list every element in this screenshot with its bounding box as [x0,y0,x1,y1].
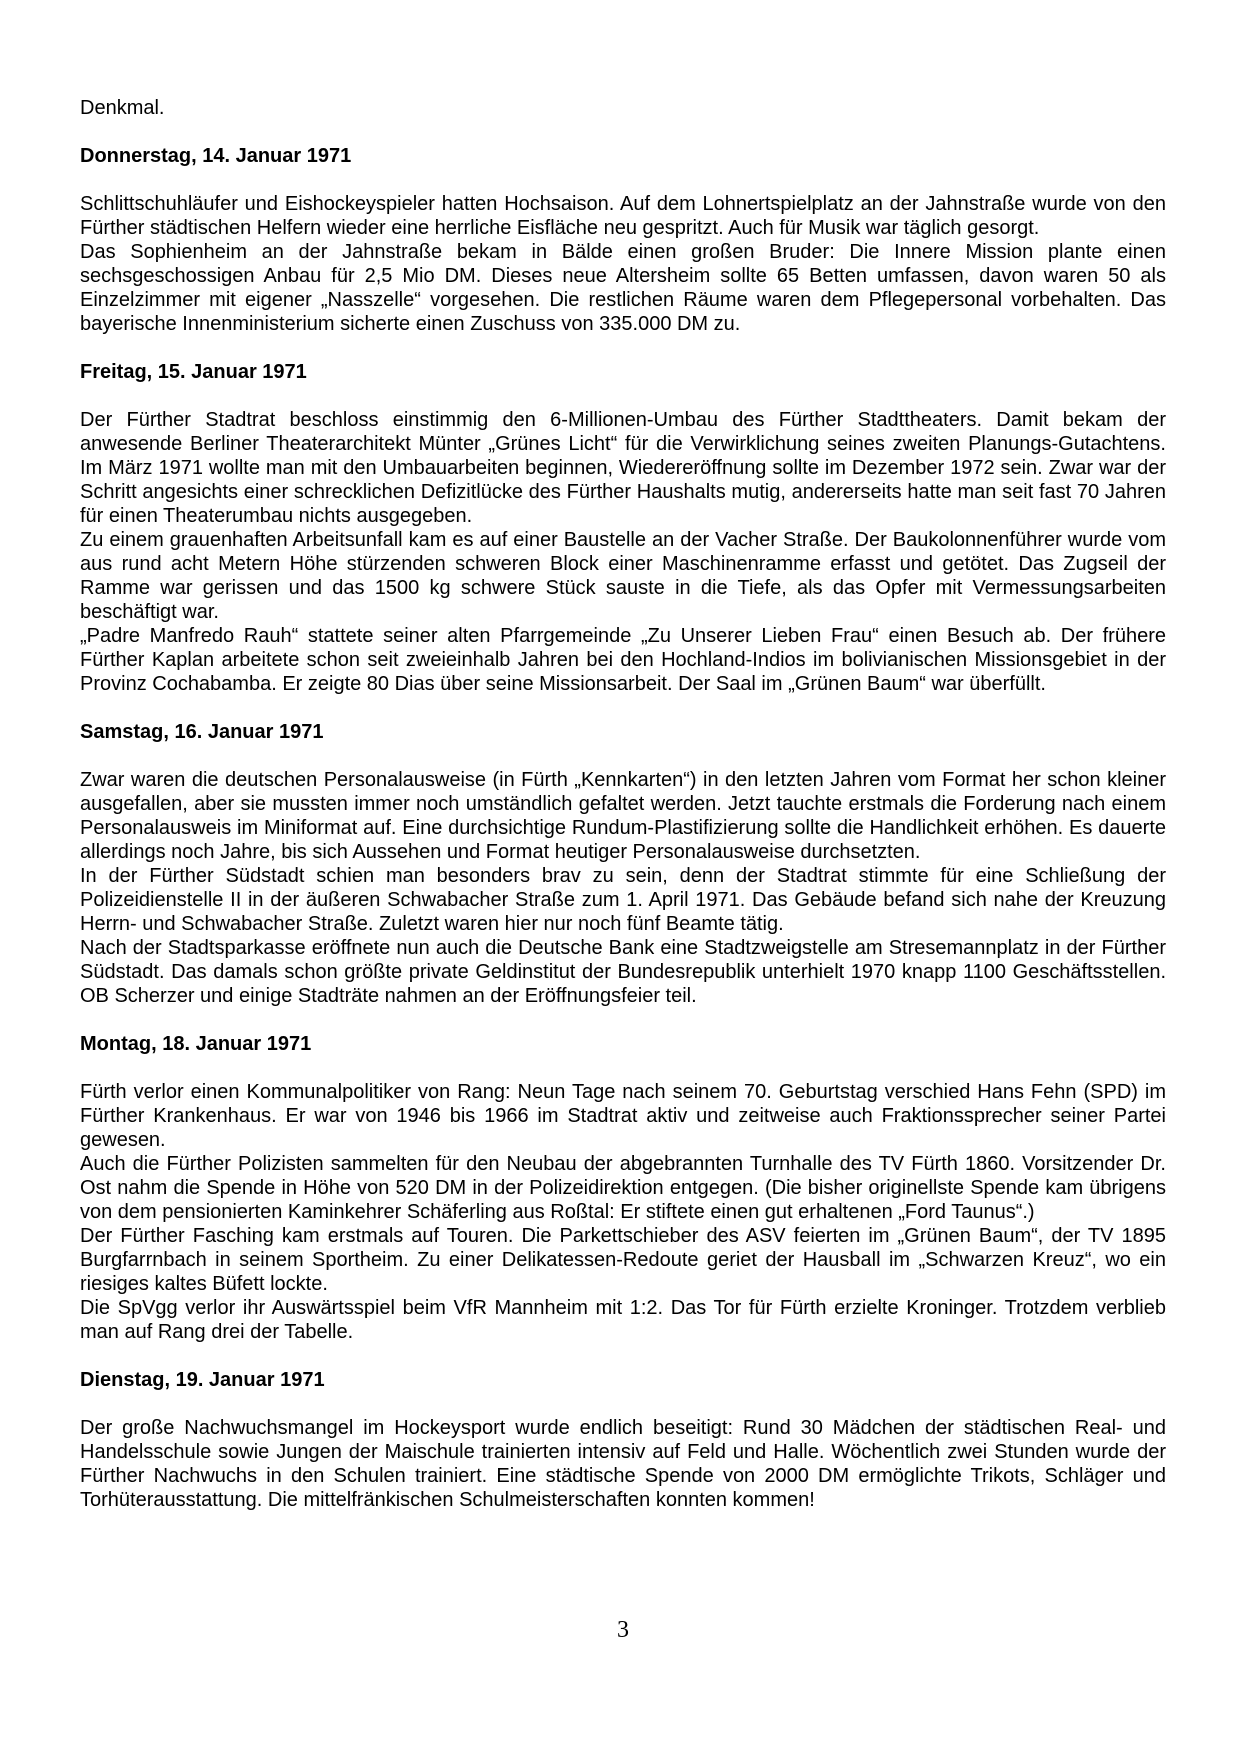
section-dienstag [80,1368,1166,1512]
paragraph: Auch die Fürther Polizisten sammelten für den Neubau der abgebrannten Turnhalle des TV Fürth 1860. Vorsitzender Dr. Ost nahm die Spende in Höhe von 520 DM in der Polizeidirektion entgegen. (Die bisher originellste Spende kam übrigens von dem pensionierten Kaminkehrer Schäferling aus Roßtal: Er stiftete einen gut erhaltenen „Ford Taunus“.) [80,1153,1166,1223]
paragraph: Der Fürther Stadtrat beschloss einstimmig den 6-Millionen-Umbau des Fürther Stadttheaters. Damit bekam der anwesende Berliner Theaterarchitekt Münter „Grünes Licht“ für die Verwirklichung seines zweiten Planungs-Gutachtens. Im März 1971 wollte man mit den Umbauarbeiten beginnen, Wiedereröffnung sollte im Dezember 1972 sein. Zwar war der Schritt angesichts einer schrecklichen Defizitlücke des Fürther Haushalts mutig, andererseits hatte man seit fast 70 Jahren für einen Theaterumbau nichts ausgegeben. [80,409,1166,527]
paragraph: Nach der Stadtsparkasse eröffnete nun auch die Deutsche Bank eine Stadtzweigstelle am Stresemannplatz in der Fürther Südstadt. Das damals schon größte private Geldinstitut der Bundesrepublik unterhielt 1970 knapp 1100 Geschäftsstellen. OB Scherzer und einige Stadträte nahmen an der Eröffnungsfeier teil. [80,937,1166,1007]
paragraph: Das Sophienheim an der Jahnstraße bekam in Bälde einen großen Bruder: Die Innere Mission plante einen sechsgeschossigen Anbau für 2,5 Mio DM. Dieses neue Altersheim sollte 65 Betten umfassen, davon waren 50 als Einzelzimmer mit eigener „Nasszelle“ vorgesehen. Die restlichen Räume waren dem Pflegepersonal vorbehalten. Das bayerische Innenministerium sicherte einen Zuschuss von 335.000 DM zu. [80,241,1166,335]
section-donnerstag [80,144,1166,336]
intro-paragraph: Denkmal. [80,97,165,119]
paragraph: Die SpVgg verlor ihr Auswärtsspiel beim VfR Mannheim mit 1:2. Das Tor für Fürth erzielte Kroninger. Trotzdem verblieb man auf Rang drei der Tabelle. [80,1297,1166,1343]
paragraph: Schlittschuhläufer und Eishockeyspieler hatten Hochsaison. Auf dem Lohnertspielplatz an der Jahnstraße wurde von den Fürther städtischen Helfern wieder eine herrliche Eisfläche neu gespritzt. Auch für Musik war täglich gesorgt. [80,193,1166,239]
paragraph: „Padre Manfredo Rauh“ stattete seiner alten Pfarrgemeinde „Zu Unserer Lieben Frau“ einen Besuch ab. Der frühere Fürther Kaplan arbeitete schon seit zweieinhalb Jahren bei den Hochland-Indios im bolivianischen Missionsgebiet in der Provinz Cochabamba. Er zeigte 80 Dias über seine Missionsarbeit. Der Saal im „Grünen Baum“ war überfüllt. [80,625,1166,695]
paragraph: Der Fürther Fasching kam erstmals auf Touren. Die Parkettschieber des ASV feierten im „Grünen Baum“, der TV 1895 Burgfarrnbach in seinem Sportheim. Zu einer Delikatessen-Redoute geriet der Hausball im „Schwarzen Kreuz“, wo ein riesiges kaltes Büfett lockte. [80,1225,1166,1295]
paragraph: In der Fürther Südstadt schien man besonders brav zu sein, denn der Stadtrat stimmte für eine Schließung der Polizeidienstelle II in der äußeren Schwabacher Straße zum 1. April 1971. Das Gebäude befand sich nahe der Kreuzung Herrn- und Schwabacher Straße. Zuletzt waren hier nur noch fünf Beamte tätig. [80,865,1166,935]
paragraph: Zu einem grauenhaften Arbeitsunfall kam es auf einer Baustelle an der Vacher Straße. Der Baukolonnenführer wurde vom aus rund acht Metern Höhe stürzenden schweren Block einer Maschinenramme erfasst und getötet. Das Zugseil der Ramme war gerissen und das 1500 kg schwere Stück sauste in die Tiefe, als das Opfer mit Vermessungsarbeiten beschäftigt war. [80,529,1166,623]
page-content [80,96,1166,1536]
page-number: 3 [617,1617,629,1643]
section-samstag [80,720,1166,1008]
paragraph: Zwar waren die deutschen Personalausweise (in Fürth „Kennkarten“) in den letzten Jahren vom Format her schon kleiner ausgefallen, aber sie mussten immer noch umständlich gefaltet werden. Jetzt tauchte erstmals die Forderung nach einem Personalausweis im Miniformat auf. Eine durchsichtige Rundum-Plastifizierung sollte die Handlichkeit erhöhen. Es dauerte allerdings noch Jahre, bis sich Aussehen und Format heutiger Personalausweise durchsetzten. [80,769,1166,863]
section-freitag [80,360,1166,696]
section-montag [80,1032,1166,1344]
section-heading: Freitag, 15. Januar 1971 [80,361,307,383]
section-heading: Donnerstag, 14. Januar 1971 [80,145,352,167]
paragraph: Fürth verlor einen Kommunalpolitiker von Rang: Neun Tage nach seinem 70. Geburtstag verschied Hans Fehn (SPD) im Fürther Krankenhaus. Er war von 1946 bis 1966 im Stadtrat aktiv und zeitweise auch Fraktionssprecher seiner Partei gewesen. [80,1081,1166,1151]
section-heading: Dienstag, 19. Januar 1971 [80,1369,325,1391]
section-heading: Samstag, 16. Januar 1971 [80,721,324,743]
paragraph: Der große Nachwuchsmangel im Hockeysport wurde endlich beseitigt: Rund 30 Mädchen der städtischen Real- und Handelsschule sowie Jungen der Maischule trainierten intensiv auf Feld und Halle. Wöchentlich zwei Stunden wurde der Fürther Nachwuchs in den Schulen trainiert. Eine städtische Spende von 2000 DM ermöglichte Trikots, Schläger und Torhüterausstattung. Die mittelfränkischen Schulmeisterschaften konnten kommen! [80,1417,1166,1511]
section-heading: Montag, 18. Januar 1971 [80,1033,312,1055]
